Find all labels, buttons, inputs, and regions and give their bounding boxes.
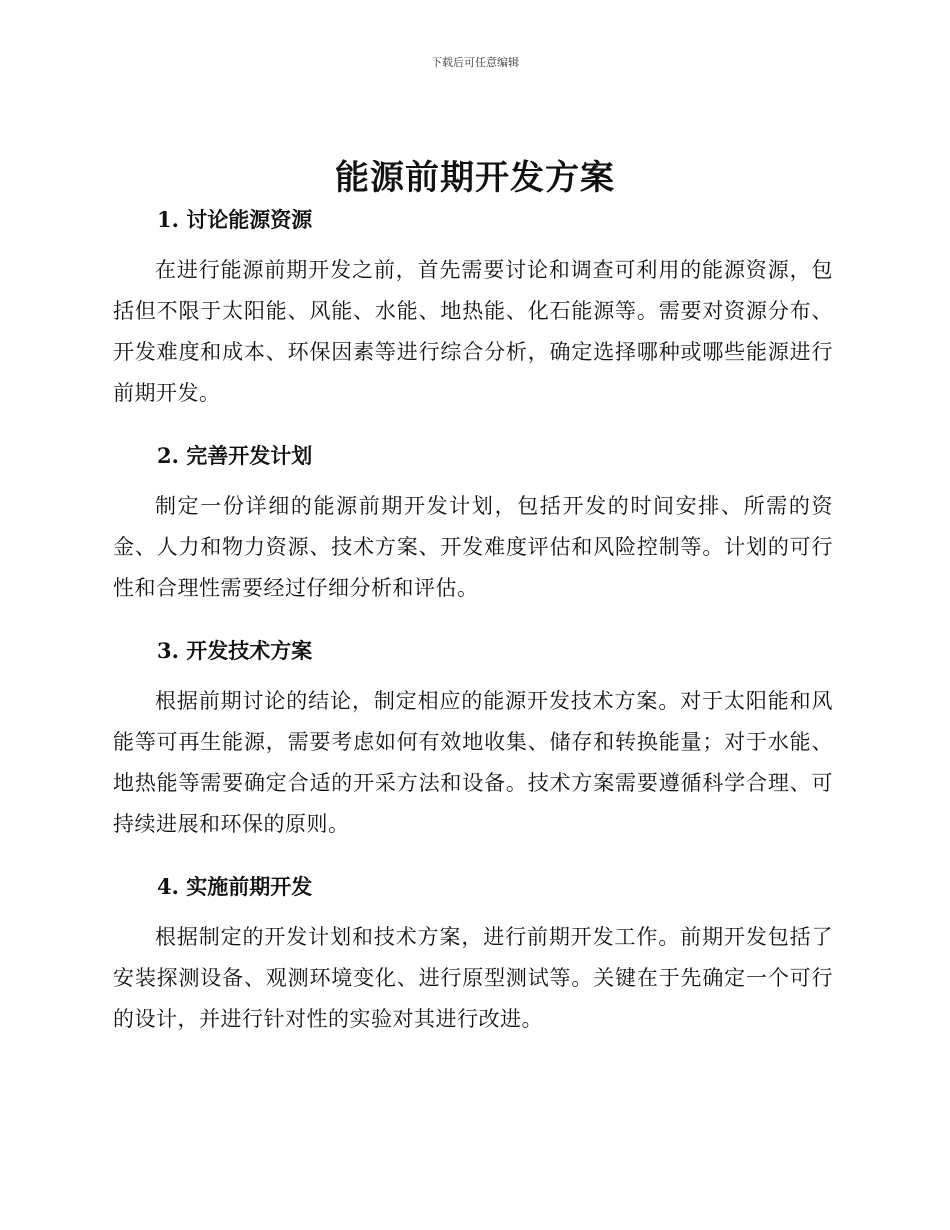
section-body: 制定一份详细的能源前期开发计划，包括开发的时间安排、所需的资金、人力和物力资源、技术方案、开发难度评估和风险控制等。计划的可行性和合理性需要经过仔细分析和评估。: [113, 494, 833, 600]
section-heading: 2. 完善开发计划: [157, 443, 313, 468]
section-body: 根据制定的开发计划和技术方案，进行前期开发工作。前期开发包括了安装探测设备、观测环境变化、进行原型测试等。关键在于先确定一个可行的设计，并进行针对性的实验对其进行改进。: [113, 925, 833, 1031]
section-heading: 1. 讨论能源资源: [157, 207, 313, 232]
section-4: [113, 870, 833, 1040]
section-2: [113, 439, 833, 609]
section-1: [113, 203, 833, 414]
section-body: 在进行能源前期开发之前，首先需要讨论和调查可利用的能源资源，包括但不限于太阳能、风能、水能、地热能、化石能源等。需要对资源分布、开发难度和成本、环保因素等进行综合分析，确定选择哪种或哪些能源进行前期开发。: [113, 258, 833, 405]
document-title: 能源前期开发方案: [335, 158, 615, 198]
section-heading: 4. 实施前期开发: [157, 874, 313, 899]
section-body: 根据前期讨论的结论，制定相应的能源开发技术方案。对于太阳能和风能等可再生能源，需要考虑如何有效地收集、储存和转换能量；对于水能、地热能等需要确定合适的开采方法和设备。技术方案需要遵循科学合理、可持续进展和环保的原则。: [113, 689, 833, 836]
document-content: [113, 203, 833, 1065]
page-header: 下载后可任意编辑: [431, 56, 519, 69]
section-3: [113, 634, 833, 845]
section-heading: 3. 开发技术方案: [157, 638, 313, 663]
